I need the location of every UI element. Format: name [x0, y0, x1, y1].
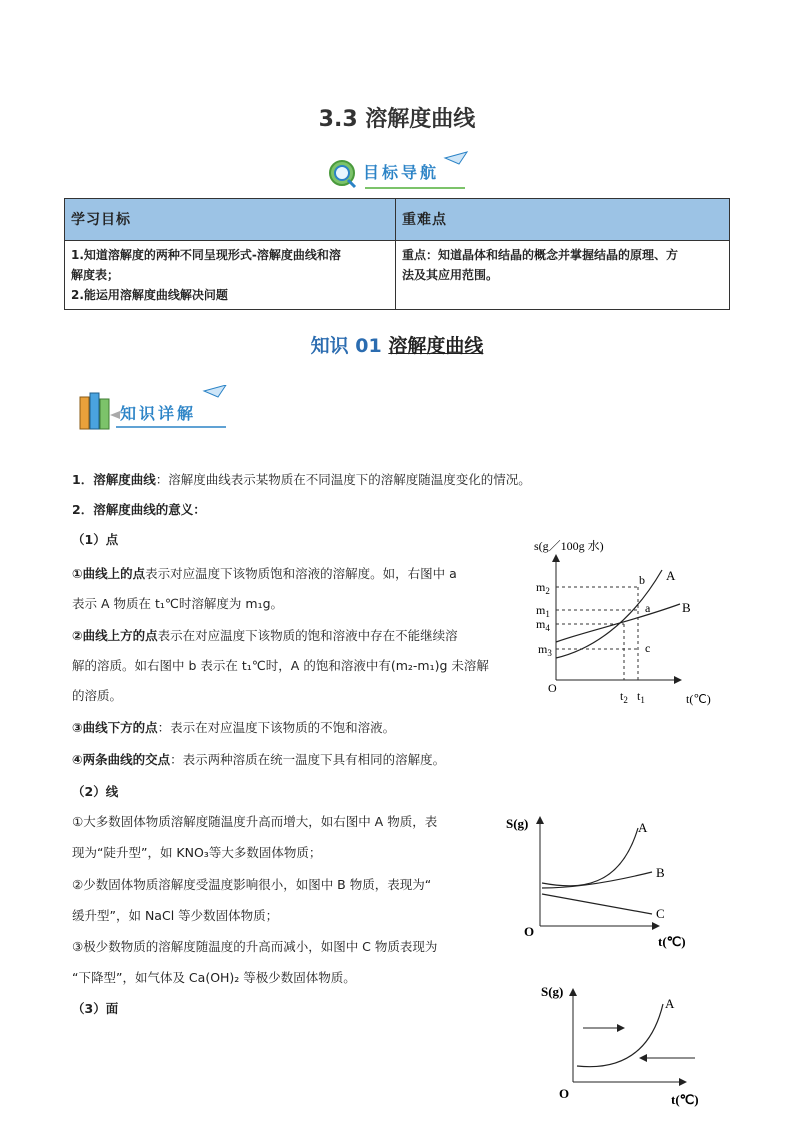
m4-label: $m_4$	[536, 617, 550, 633]
para-3: （1）点	[72, 532, 119, 547]
para-1-text: ：溶解度曲线表示某物质在不同温度下的溶解度随温度变化的情况。	[155, 472, 531, 487]
goal-nav-label: 目标导航	[363, 163, 440, 182]
solubility-chart-points	[520, 530, 740, 710]
para-10	[72, 750, 445, 770]
para-17: “下降型”，如气体及 Ca(OH)₂ 等极少数固体物质。	[72, 970, 356, 985]
curve-a	[542, 828, 638, 886]
curve-a-label: A	[666, 568, 676, 583]
x-axis-label: t(℃)	[686, 692, 711, 706]
curve-a-label: A	[638, 820, 648, 835]
para-10-bold: ④两条曲线的交点	[72, 752, 171, 767]
para-2: 2．溶解度曲线的意义：	[72, 502, 206, 517]
para-15: 缓升型”，如 NaCl 等少数固体物质；	[72, 908, 279, 923]
section-heading	[0, 331, 794, 358]
para-1-label: 1．溶解度曲线	[72, 472, 156, 487]
m3-label: $m_3$	[538, 642, 552, 658]
para-16: ③极少数物质的溶解度随温度的升高而减小，如图中 C 物质表现为	[72, 939, 438, 954]
para-9-text: ：表示在对应温度下该物质的不饱和溶液。	[157, 720, 396, 735]
goals-left-cell	[65, 241, 396, 310]
solubility-chart-areas	[535, 978, 715, 1108]
para-1	[72, 470, 531, 490]
key-point-line-2: 法及其应用范围。	[402, 268, 499, 282]
para-8: 的溶质。	[72, 688, 123, 703]
para-10-text: ：表示两种溶质在统一温度下具有相同的溶解度。	[170, 752, 446, 767]
para-4-text: 表示对应温度下该物质饱和溶液的溶解度。如，右图中 a	[145, 566, 457, 581]
para-9-bold: ③曲线下方的点	[72, 720, 158, 735]
para-9	[72, 718, 395, 738]
curve-b-label: B	[682, 600, 691, 615]
goal-line-1: 1.知道溶解度的两种不同呈现形式-溶解度曲线和溶	[71, 248, 341, 262]
section-number: 知识 01	[310, 335, 382, 357]
goal-line-2: 解度表；	[71, 268, 120, 282]
goals-right-cell	[396, 241, 730, 310]
x-axis-label: t(℃)	[658, 934, 686, 949]
goals-header-left: 学习目标	[65, 199, 396, 241]
knowledge-label: 知识详解	[120, 404, 197, 423]
curve-a	[577, 1004, 663, 1067]
curve-c-label: C	[656, 906, 665, 921]
m2-label: $m_2$	[536, 580, 550, 596]
point-b-label: b	[639, 573, 645, 587]
x-axis-label: t(℃)	[671, 1092, 699, 1107]
para-12: ①大多数固体物质溶解度随温度升高而增大，如右图中 A 物质，表	[72, 814, 438, 829]
para-7: 解的溶质。如右图中 b 表示在 t₁℃时，A 的饱和溶液中有(m₂-m₁)g 未溶解	[72, 658, 489, 673]
para-5: 表示 A 物质在 t₁℃时溶解度为 m₁g。	[72, 596, 284, 611]
para-4-bold: ①曲线上的点	[72, 566, 146, 581]
para-18: （3）面	[72, 1001, 119, 1016]
goal-nav-banner	[325, 150, 475, 192]
para-6	[72, 626, 458, 646]
origin-label: O	[559, 1086, 570, 1101]
para-6-bold: ②曲线上方的点	[72, 628, 158, 643]
curve-b-label: B	[656, 865, 665, 880]
knowledge-banner	[76, 385, 236, 433]
t2-label: $t_2$	[620, 689, 628, 705]
curve-c	[542, 894, 652, 914]
y-axis-label: S(g)	[541, 984, 564, 999]
section-name: 溶解度曲线	[388, 335, 484, 357]
curve-a-label: A	[665, 996, 675, 1011]
para-4	[72, 564, 457, 584]
solubility-chart-lines	[500, 808, 710, 953]
point-c-label: c	[645, 641, 651, 655]
key-point-line-1: 重点：知道晶体和结晶的概念并掌握结晶的原理、方	[402, 248, 679, 262]
page-title: 3.3 溶解度曲线	[318, 107, 476, 132]
y-axis-label: S(g)	[506, 816, 529, 831]
para-14: ②少数固体物质溶解度受温度影响很小，如图中 B 物质，表现为“	[72, 877, 432, 892]
origin-label: O	[548, 681, 557, 695]
goals-table	[64, 198, 730, 310]
y-axis-label: s(g／100g 水)	[534, 539, 604, 553]
para-13: 现为“陡升型”，如 KNO₃等大多数固体物质；	[72, 845, 322, 860]
origin-label: O	[524, 924, 535, 939]
goals-header-right: 重难点	[396, 199, 730, 241]
para-6-text: 表示在对应温度下该物质的饱和溶液中存在不能继续溶	[157, 628, 458, 643]
t1-label: $t_1$	[637, 689, 645, 705]
point-a-label: a	[645, 601, 651, 615]
para-11: （2）线	[72, 784, 119, 799]
goal-line-3: 2.能运用溶解度曲线解决问题	[71, 288, 228, 302]
m1-label: $m_1$	[536, 603, 550, 619]
